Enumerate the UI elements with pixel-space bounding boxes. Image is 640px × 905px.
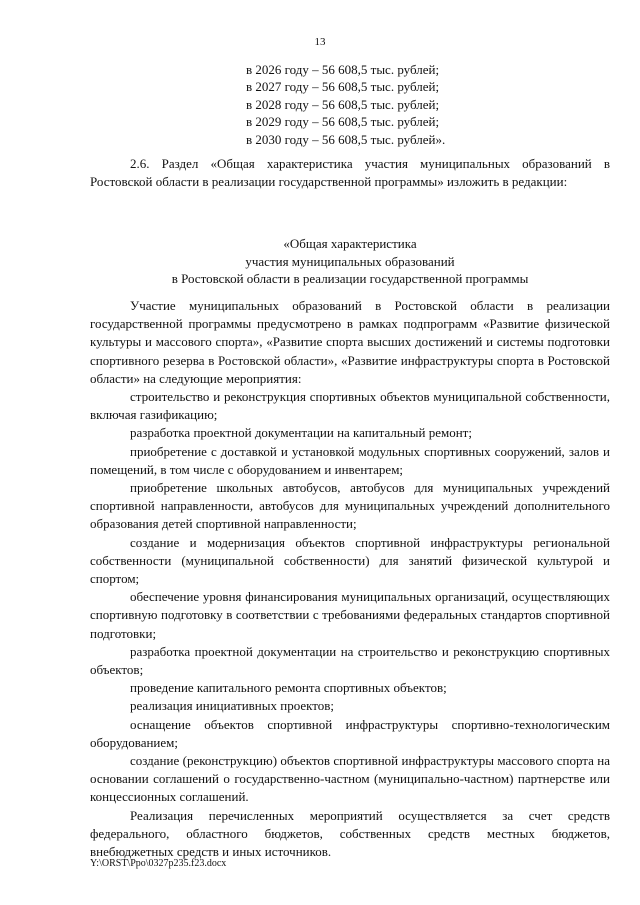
measure-item: строительство и реконструкция спортивных объектов муниципальной собственности, включая газификацию; bbox=[90, 389, 610, 423]
budget-line-2029: в 2029 году – 56 608,5 тыс. рублей; bbox=[246, 114, 440, 130]
closing-paragraph: Реализация перечисленных мероприятий осуществляется за счет средств федерального, областного бюджетов, собственных средств местных бюджетов, внебюджетных средств и иных источников. bbox=[90, 807, 610, 860]
measure-item: реализация инициативных проектов; bbox=[130, 698, 335, 714]
page-number: 13 bbox=[314, 36, 326, 48]
section-amendment-block bbox=[90, 155, 610, 191]
budget-line-2026: в 2026 году – 56 608,5 тыс. рублей; bbox=[246, 62, 440, 77]
measure-item: оснащение объектов спортивной инфраструктуры спортивно-технологическим оборудованием; bbox=[90, 716, 610, 750]
measure-item: проведение капитального ремонта спортивных объектов; bbox=[130, 680, 447, 696]
measure-item: создание и модернизация объектов спортивной инфраструктуры региональной собственности (муниципальной собственности) для занятий физической культурой и спортом; bbox=[90, 534, 610, 587]
budget-line-2030: в 2030 году – 56 608,5 тыс. рублей». bbox=[246, 131, 446, 147]
budget-line-2027: в 2027 году – 56 608,5 тыс. рублей; bbox=[246, 79, 440, 95]
section-amendment-paragraph: 2.6. Раздел «Общая характеристика участия муниципальных образований в Ростовской области в реализации государственной программы» изложить в редакции: bbox=[90, 156, 610, 190]
heading-line-2: участия муниципальных образований bbox=[245, 253, 455, 269]
measure-item: приобретение школьных автобусов, автобусов для муниципальных учреждений спортивной направленности, автобусов для муниципальных учреждений дополнительного образования детей спортивной направленности; bbox=[90, 480, 610, 532]
budget-lines bbox=[246, 61, 445, 148]
budget-line-2028: в 2028 году – 56 608,5 тыс. рублей; bbox=[246, 96, 440, 112]
measure-item: создание (реконструкцию) объектов спортивной инфраструктуры массового спорта на основании соглашений о государственно-частном (муниципально-частном) партнерстве или концессионных соглашений. bbox=[90, 753, 610, 805]
measure-item: обеспечение уровня финансирования муниципальных организаций, осуществляющих спортивную подготовку в соответствии с требованиями федеральных стандартов спортивной подготовки; bbox=[90, 589, 610, 641]
heading-line-1: «Общая характеристика bbox=[283, 236, 417, 251]
measure-item: разработка проектной документации на строительство и реконструкцию спортивных объектов; bbox=[90, 643, 610, 678]
section-heading bbox=[90, 235, 610, 288]
intro-paragraph: Участие муниципальных образований в Ростовской области в реализации государственной программы предусмотрено в рамках подпрограмм «Развитие физической культуры и массового спорта», «Развитие спорта высших достижений и системы подготовки спортивного резерва в Ростовской области», «Развитие инфраструктуры спорта в Ростовской области» на следующие мероприятия: bbox=[90, 298, 610, 386]
measure-item: разработка проектной документации на капитальный ремонт; bbox=[130, 425, 472, 441]
footer-file-path: Y:\ORST\Ppo\0327p235.f23.docx bbox=[90, 858, 227, 869]
heading-line-3: в Ростовской области в реализации государственной программы bbox=[171, 271, 529, 287]
measure-item: приобретение с доставкой и установкой модульных спортивных сооружений, залов и помещений, в том числе с оборудованием и инвентарем; bbox=[90, 443, 610, 477]
main-body bbox=[90, 297, 610, 861]
